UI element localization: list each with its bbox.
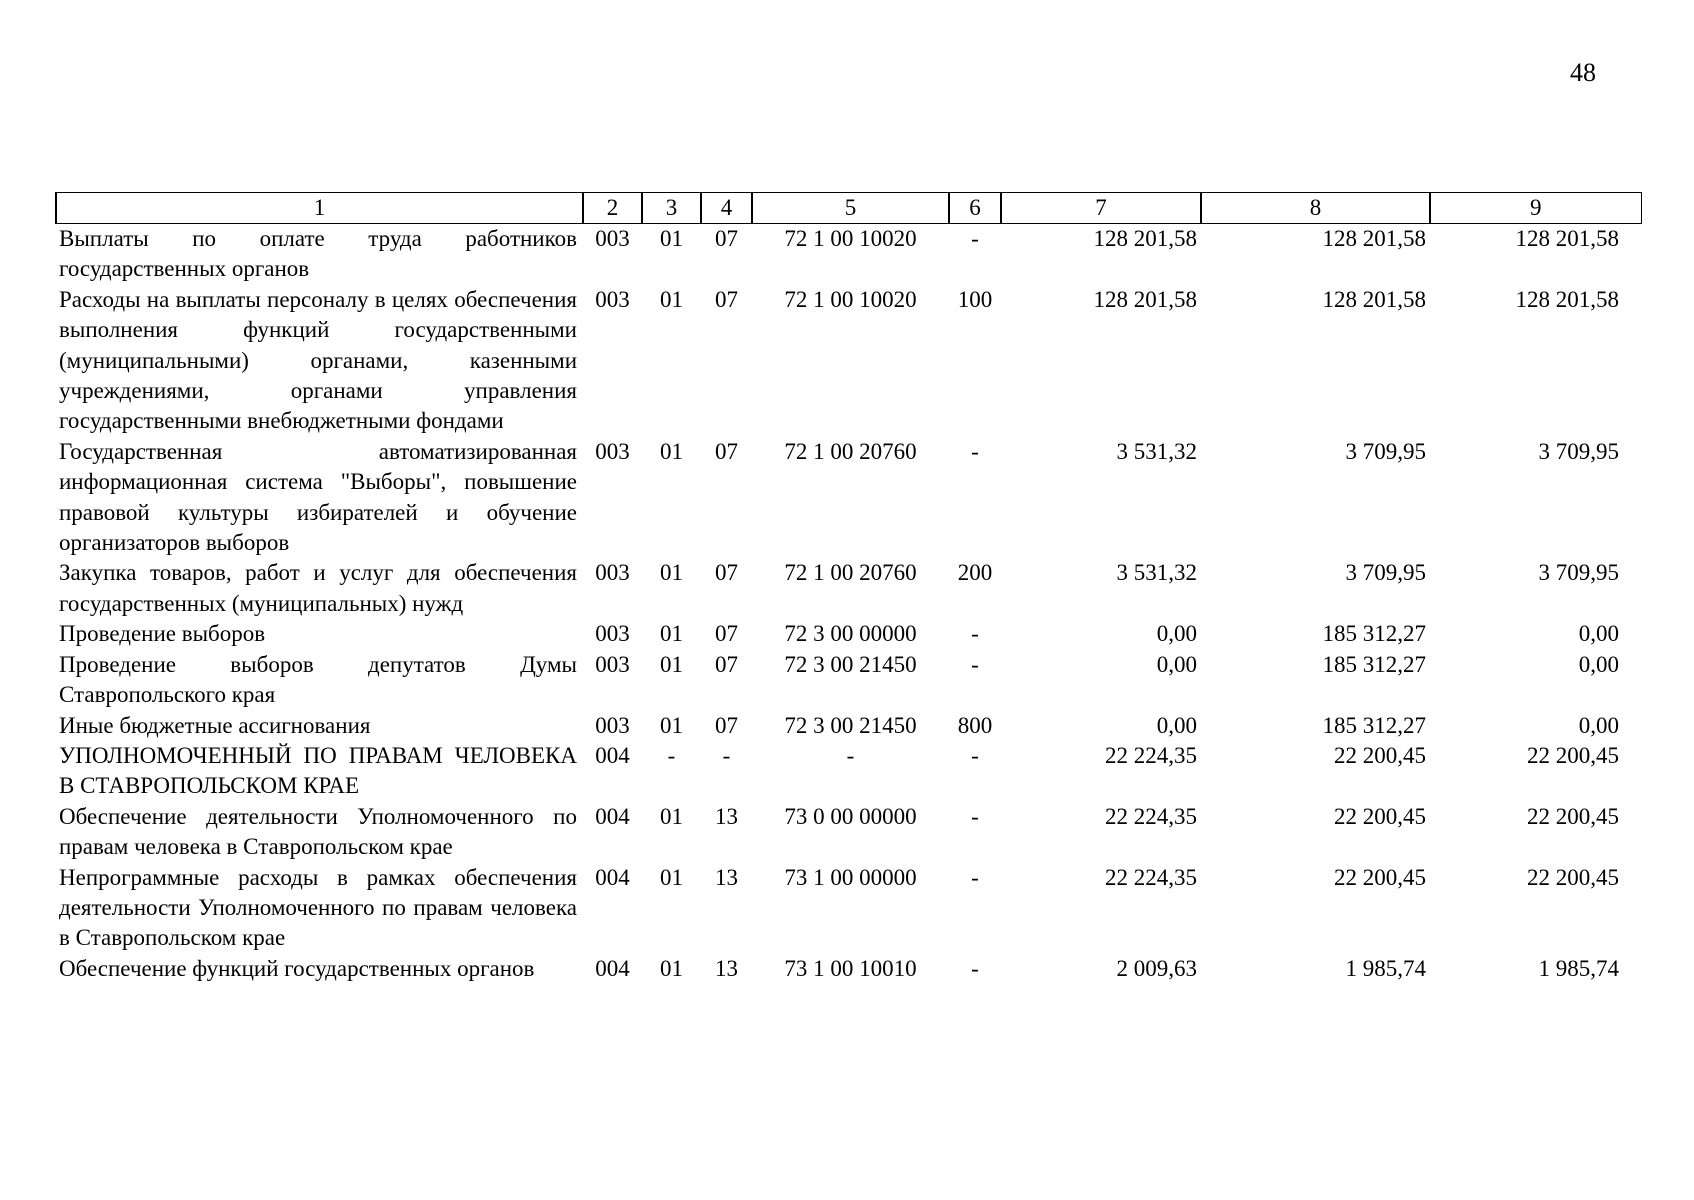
row-section-cell: 01 <box>660 712 683 738</box>
row-amount-cell: 0,00 <box>1156 712 1197 738</box>
row-section-cell: 01 <box>660 651 683 677</box>
row-section-cell: 01 <box>660 226 683 251</box>
row-name-cell: Иные бюджетные ассигнования <box>59 712 371 738</box>
row-subsection-cell: 07 <box>715 286 738 312</box>
column-header: 9 <box>1430 193 1641 224</box>
column-header: 6 <box>949 193 1001 224</box>
row-amount-cell: 1 985,74 <box>1345 955 1426 981</box>
table-row <box>56 285 1641 437</box>
row-amount-cell: 0,00 <box>1156 621 1197 647</box>
column-header: 3 <box>642 193 701 224</box>
row-amount-cell: 128 201,58 <box>1093 226 1197 251</box>
table-row <box>56 224 1641 285</box>
row-amount-cell: 22 224,35 <box>1105 803 1197 829</box>
column-header: 4 <box>701 193 752 224</box>
row-code-cell: 004 <box>595 803 630 829</box>
row-subsection-cell: 13 <box>715 955 738 981</box>
row-target-article-cell: 72 3 00 21450 <box>784 651 917 677</box>
row-amount-cell: 185 312,27 <box>1322 621 1426 647</box>
row-amount-cell: 185 312,27 <box>1322 712 1426 738</box>
row-section-cell: 01 <box>660 803 683 829</box>
row-target-article-cell: 73 0 00 00000 <box>784 803 917 829</box>
row-expense-type-cell: - <box>971 226 979 251</box>
row-amount-cell: 185 312,27 <box>1322 651 1426 677</box>
row-target-article-cell: 72 3 00 21450 <box>784 712 917 738</box>
row-amount-cell: 3 709,95 <box>1345 560 1426 586</box>
row-amount-cell: 22 200,45 <box>1527 742 1619 768</box>
row-section-cell: 01 <box>660 621 683 647</box>
row-subsection-cell: 07 <box>715 621 738 647</box>
row-amount-cell: 128 201,58 <box>1322 226 1426 251</box>
row-subsection-cell: 07 <box>715 226 738 251</box>
row-amount-cell: 3 709,95 <box>1538 560 1619 586</box>
row-subsection-cell: 07 <box>715 651 738 677</box>
row-expense-type-cell: - <box>971 803 979 829</box>
row-name-cell: Выплаты по оплате труда работников государственных органов <box>59 226 577 282</box>
row-target-article-cell: 72 1 00 10020 <box>784 226 917 251</box>
row-expense-type-cell: - <box>971 955 979 981</box>
row-expense-type-cell: 200 <box>957 560 993 586</box>
row-expense-type-cell: - <box>971 438 979 464</box>
row-code-cell: 004 <box>595 955 630 981</box>
row-amount-cell: 22 224,35 <box>1105 864 1197 890</box>
row-amount-cell: 1 985,74 <box>1538 955 1619 981</box>
row-section-cell: 01 <box>660 438 683 464</box>
column-header: 2 <box>583 193 642 224</box>
row-amount-cell: 128 201,58 <box>1093 286 1197 312</box>
row-amount-cell: 0,00 <box>1578 651 1619 677</box>
row-amount-cell: 3 709,95 <box>1538 438 1619 464</box>
table-body <box>56 224 1641 985</box>
row-expense-type-cell: - <box>971 742 979 768</box>
row-amount-cell: 3 531,32 <box>1116 438 1197 464</box>
row-name-cell: Государственная автоматизированная информационная система "Выборы", повышение правовой культуры избирателей и обучение организаторов выборов <box>59 438 577 556</box>
column-number-header-row <box>56 193 1641 224</box>
row-expense-type-cell: 800 <box>957 712 993 738</box>
row-amount-cell: 3 531,32 <box>1116 560 1197 586</box>
row-code-cell: 003 <box>595 651 630 677</box>
column-header: 5 <box>752 193 949 224</box>
table-row <box>56 741 1641 802</box>
row-code-cell: 003 <box>595 560 630 586</box>
column-header: 7 <box>1001 193 1201 224</box>
row-amount-cell: 0,00 <box>1578 712 1619 738</box>
row-name-cell: Проведение выборов <box>59 621 266 647</box>
row-subsection-cell: 13 <box>715 803 738 829</box>
table-row <box>56 954 1641 984</box>
row-code-cell: 003 <box>595 286 630 312</box>
row-name-cell: Непрограммные расходы в рамках обеспечения деятельности Уполномоченного по правам человека в Ставропольском крае <box>59 864 577 951</box>
row-section-cell: 01 <box>660 560 683 586</box>
row-amount-cell: 128 201,58 <box>1515 226 1619 251</box>
table-row <box>56 802 1641 863</box>
row-amount-cell: 22 200,45 <box>1334 803 1426 829</box>
row-section-cell: 01 <box>660 286 683 312</box>
row-name-cell: Обеспечение функций государственных органов <box>59 955 535 981</box>
table-row <box>56 437 1641 559</box>
row-target-article-cell: 73 1 00 10010 <box>784 955 917 981</box>
row-target-article-cell: 72 3 00 00000 <box>784 621 917 647</box>
row-amount-cell: 128 201,58 <box>1515 286 1619 312</box>
row-section-cell: 01 <box>660 955 683 981</box>
row-subsection-cell: 13 <box>715 864 738 890</box>
column-header: 8 <box>1201 193 1430 224</box>
row-amount-cell: 22 200,45 <box>1334 742 1426 768</box>
page-number: 48 <box>1570 58 1596 87</box>
row-target-article-cell: 72 1 00 20760 <box>784 438 917 464</box>
table-row <box>56 558 1641 619</box>
row-section-cell: 01 <box>660 864 683 890</box>
row-amount-cell: 2 009,63 <box>1116 955 1197 981</box>
row-expense-type-cell: - <box>971 621 979 647</box>
row-subsection-cell: 07 <box>715 712 738 738</box>
table-row <box>56 711 1641 741</box>
row-target-article-cell: - <box>846 742 855 768</box>
row-target-article-cell: 72 1 00 10020 <box>784 286 917 312</box>
table-row <box>56 650 1641 711</box>
row-amount-cell: 3 709,95 <box>1345 438 1426 464</box>
row-amount-cell: 0,00 <box>1156 651 1197 677</box>
row-target-article-cell: 73 1 00 00000 <box>784 864 917 890</box>
row-amount-cell: 22 224,35 <box>1105 742 1197 768</box>
row-expense-type-cell: 100 <box>957 286 993 312</box>
row-name-cell: Проведение выборов депутатов Думы Ставропольского края <box>59 651 577 708</box>
row-name-cell: Закупка товаров, работ и услуг для обеспечения государственных (муниципальных) нужд <box>59 560 577 616</box>
row-amount-cell: 128 201,58 <box>1322 286 1426 312</box>
row-name-cell: Расходы на выплаты персоналу в целях обеспечения выполнения функций государственными (муниципальными) органами, казенными учреждениями, органами управления государственными внебюджетными фондами <box>59 286 577 434</box>
table-row <box>56 619 1641 649</box>
row-expense-type-cell: - <box>971 651 979 677</box>
row-amount-cell: 22 200,45 <box>1527 864 1619 890</box>
row-subsection-cell: - <box>722 742 731 768</box>
row-amount-cell: 22 200,45 <box>1527 803 1619 829</box>
row-amount-cell: 0,00 <box>1578 621 1619 647</box>
row-code-cell: 004 <box>595 742 630 768</box>
row-subsection-cell: 07 <box>715 560 738 586</box>
row-name-cell: Обеспечение деятельности Уполномоченного по правам человека в Ставропольском крае <box>59 803 577 860</box>
column-header: 1 <box>56 193 583 224</box>
row-expense-type-cell: - <box>971 864 979 890</box>
row-target-article-cell: 72 1 00 20760 <box>784 560 917 586</box>
row-amount-cell: 22 200,45 <box>1334 864 1426 890</box>
row-section-cell: - <box>667 742 676 768</box>
row-name-cell: УПОЛНОМОЧЕННЫЙ ПО ПРАВАМ ЧЕЛОВЕКА В СТАВРОПОЛЬСКОМ КРАЕ <box>59 742 577 799</box>
budget-table-container <box>55 192 1640 984</box>
row-code-cell: 003 <box>595 438 630 464</box>
row-code-cell: 003 <box>595 621 630 647</box>
budget-table <box>55 192 1642 984</box>
row-code-cell: 003 <box>595 712 630 738</box>
row-code-cell: 003 <box>595 226 630 251</box>
row-subsection-cell: 07 <box>715 438 738 464</box>
row-code-cell: 004 <box>595 864 630 890</box>
table-row <box>56 863 1641 954</box>
